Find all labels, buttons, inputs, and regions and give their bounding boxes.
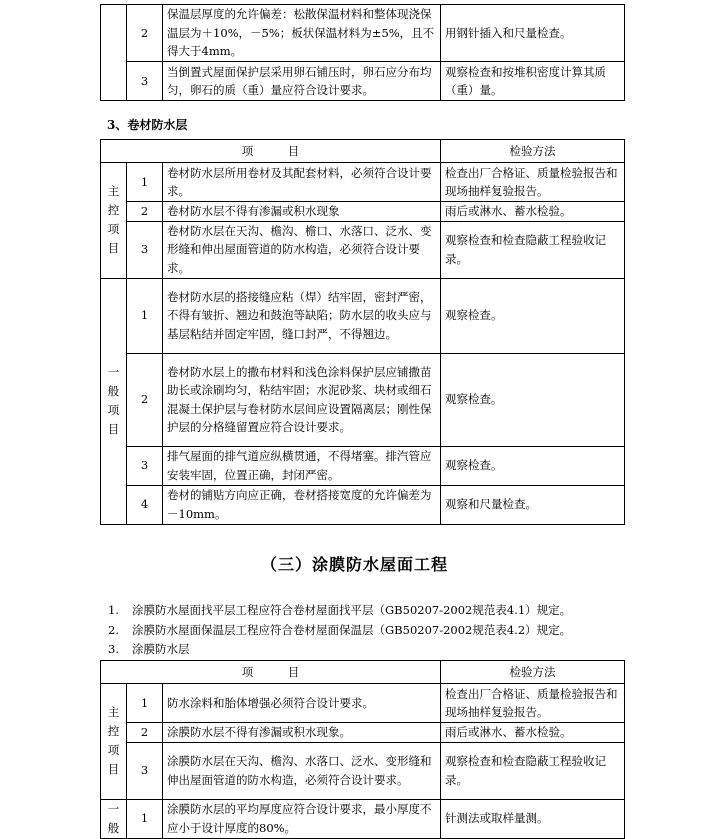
list-item <box>108 602 571 618</box>
item-cell: 涂膜防水层不得有渗漏或积水现象。 <box>163 723 441 743</box>
item-cell: 当倒置式屋面保护层采用卵石铺压时，卵石应分布均匀，卵石的质（重）量应符合设计要求。 <box>163 62 441 101</box>
category-char: 目 <box>107 422 120 436</box>
category-main <box>101 163 127 279</box>
row-number: 1 <box>127 163 163 202</box>
table-row <box>101 799 625 838</box>
table-row <box>101 5 625 62</box>
method-cell: 观察检查。 <box>441 353 625 446</box>
list-text: 涂膜防水屋面找平层工程应符合卷材屋面找平层（GB50207-2002规范表4.1）规定。 <box>132 603 572 617</box>
list-text: 涂膜防水层 <box>132 642 190 656</box>
membrane-waterproof-table <box>100 139 625 525</box>
list-text: 涂膜防水屋面保温层工程应符合卷材屋面保温层（GB50207-2002规范表4.2）规定。 <box>132 623 572 637</box>
method-cell: 观察和尺量检查。 <box>441 485 625 524</box>
item-cell: 卷材防水层上的撒布材料和浅色涂料保护层应铺撒苗助长或涂刷均匀，粘结牢固；水泥砂浆、块材或细石混凝土保护层与卷材防水层间应设置隔离层；刚性保护层的分格缝留置应符合设计要求。 <box>163 353 441 446</box>
table-row <box>101 62 625 101</box>
item-cell: 保温层厚度的允许偏差：松散保温材料和整体现浇保温层为＋10%，－5%；板状保温材料为±5%，且不得大于4mm。 <box>163 5 441 62</box>
method-cell: 观察检查和检查隐蔽工程验收记录。 <box>441 742 625 799</box>
category-char: 一 <box>107 365 120 379</box>
row-number: 3 <box>127 742 163 799</box>
category-label <box>101 800 126 838</box>
category-label <box>101 182 126 258</box>
method-cell: 观察检查。 <box>441 446 625 485</box>
method-cell: 观察检查和按堆积密度计算其质（重）量。 <box>441 62 625 101</box>
list-marker: 1. <box>108 603 119 617</box>
category-char: 控 <box>107 203 120 218</box>
table-row <box>101 742 625 799</box>
row-number: 2 <box>127 353 163 446</box>
category-char: 目 <box>107 762 120 777</box>
table-row <box>101 221 625 278</box>
table-row <box>101 353 625 446</box>
item-cell: 排气屋面的排气道应纵横贯通，不得堵塞。排汽管应安装牢固，位置正确，封闭严密。 <box>163 446 441 485</box>
category-char: 目 <box>107 241 120 256</box>
list-marker: 2. <box>108 623 119 637</box>
insulation-table-continued <box>100 4 625 101</box>
method-cell: 观察检查和检查隐蔽工程验收记录。 <box>441 221 625 278</box>
table-row <box>101 485 625 524</box>
item-cell: 卷材防水层所用卷材及其配套材料，必须符合设计要求。 <box>163 163 441 202</box>
row-number: 3 <box>127 446 163 485</box>
list-item <box>108 641 190 657</box>
item-cell: 卷材防水层的搭接缝应粘（焊）结牢固，密封严密，不得有皱折、翘边和鼓泡等缺陷；防水层的收头应与基层粘结并固定牢固，缝口封严，不得翘边。 <box>163 278 441 353</box>
method-cell: 检查出厂合格证、质量检验报告和现场抽样复验报告。 <box>441 684 625 723</box>
category-main <box>101 684 127 800</box>
category-char: 主 <box>107 184 120 199</box>
table-row <box>101 684 625 723</box>
table-row <box>101 163 625 202</box>
row-number: 1 <box>127 684 163 723</box>
method-cell: 针测法或取样量测。 <box>441 799 625 838</box>
section-heading: 3、卷材防水层 <box>107 118 188 132</box>
list-marker: 3. <box>108 642 119 656</box>
category-char: 一 <box>107 801 120 816</box>
category-char: 控 <box>107 724 120 739</box>
coating-waterproof-table <box>100 660 625 839</box>
row-number: 2 <box>127 5 163 62</box>
row-number: 1 <box>127 278 163 353</box>
item-cell: 涂膜防水层的平均厚度应符合设计要求，最小厚度不应小于设计厚度的80%。 <box>163 799 441 838</box>
header-method: 检验方法 <box>441 140 625 163</box>
table-header-row <box>101 661 625 684</box>
table-row <box>101 446 625 485</box>
row-number: 3 <box>127 221 163 278</box>
row-number: 4 <box>127 485 163 524</box>
table-row <box>101 278 625 353</box>
section-title: （三）涂膜防水屋面工程 <box>260 555 448 574</box>
header-method: 检验方法 <box>441 661 625 684</box>
category-label <box>101 703 126 779</box>
category-char: 项 <box>107 743 120 758</box>
item-cell: 卷材防水层在天沟、檐沟、檐口、水落口、泛水、变形缝和伸出屋面管道的防水构造，必须符合设计要求。 <box>163 221 441 278</box>
method-cell: 检查出厂合格证、质量检验报告和现场抽样复验报告。 <box>441 163 625 202</box>
category-char: 项 <box>107 222 120 237</box>
category-char: 般 <box>107 820 120 835</box>
category-char: 项 <box>107 403 120 417</box>
header-item: 项 目 <box>101 661 441 684</box>
row-number: 3 <box>127 62 163 101</box>
table-header-row <box>101 140 625 163</box>
method-cell: 观察检查。 <box>441 278 625 353</box>
category-label <box>101 363 126 439</box>
header-item: 项 目 <box>101 140 441 163</box>
item-cell: 卷材防水层不得有渗漏或积水现象 <box>163 202 441 222</box>
row-number: 1 <box>127 799 163 838</box>
item-cell: 卷材的铺贴方向应正确，卷材搭接宽度的允许偏差为－10mm。 <box>163 485 441 524</box>
list-item <box>108 622 571 638</box>
method-cell: 雨后或淋水、蓄水检验。 <box>441 723 625 743</box>
table-row <box>101 202 625 222</box>
category-char: 般 <box>107 384 120 398</box>
category-char: 主 <box>107 705 120 720</box>
category-general <box>101 799 127 838</box>
category-cell <box>101 5 127 101</box>
item-cell: 涂膜防水层在天沟、檐沟、水落口、泛水、变形缝和伸出屋面管道的防水构造，必须符合设计要求。 <box>163 742 441 799</box>
method-cell: 雨后或淋水、蓄水检验。 <box>441 202 625 222</box>
category-general <box>101 278 127 524</box>
row-number: 2 <box>127 202 163 222</box>
table-row <box>101 723 625 743</box>
row-number: 2 <box>127 723 163 743</box>
item-cell: 防水涂料和胎体增强必须符合设计要求。 <box>163 684 441 723</box>
method-cell: 用钢针插入和尺量检查。 <box>441 5 625 62</box>
